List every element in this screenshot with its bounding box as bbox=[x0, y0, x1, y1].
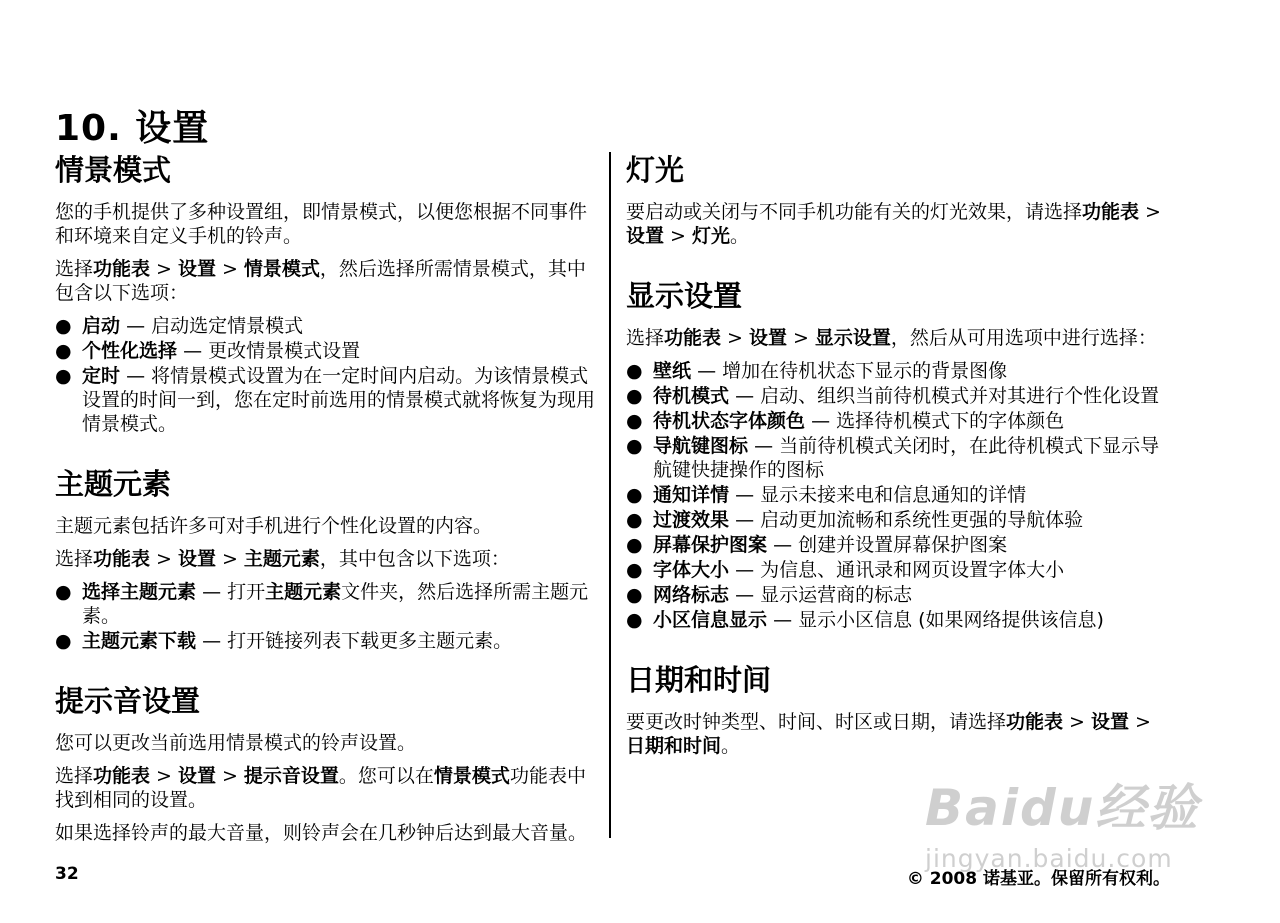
baidu-watermark-logo: Baidu经验 bbox=[925, 779, 1200, 837]
bullet-icon: ● bbox=[626, 410, 643, 432]
bullet-icon: ● bbox=[55, 581, 72, 603]
list-item: ● 选择主题元素 — 打开主题元素文件夹，然后选择所需主题元素。 bbox=[55, 581, 589, 627]
bullet-icon: ● bbox=[55, 630, 72, 652]
list-item: ● 通知详情 — 显示未接来电和信息通知的详情 bbox=[626, 484, 1027, 506]
list-item: ● 小区信息显示 — 显示小区信息 (如果网络提供该信息) bbox=[626, 609, 1104, 631]
page-number: 32 bbox=[55, 864, 79, 884]
option-list bbox=[55, 314, 595, 436]
section-intro: 主题元素包括许多可对手机进行个性化设置的内容。 bbox=[55, 515, 493, 537]
section-note: 如果选择铃声的最大音量，则铃声会在几秒钟后达到最大音量。 bbox=[55, 822, 588, 844]
menu-path: 选择功能表 > 设置 > 显示设置，然后从可用选项中进行选择： bbox=[626, 327, 1157, 349]
bullet-icon: ● bbox=[626, 584, 643, 606]
option-list bbox=[626, 359, 1171, 632]
section-datetime bbox=[626, 660, 1171, 758]
menu-path: 选择功能表 > 设置 > 提示音设置。您可以在情景模式功能表中找到相同的设置。 bbox=[55, 765, 586, 811]
list-item: ● 待机模式 — 启动、组织当前待机模式并对其进行个性化设置 bbox=[626, 385, 1160, 407]
watermark bbox=[925, 768, 1199, 873]
bullet-icon: ● bbox=[55, 365, 72, 387]
list-item: ● 网络标志 — 显示运营商的标志 bbox=[626, 584, 913, 606]
section-heading: 提示音设置 bbox=[55, 684, 201, 718]
section-heading: 灯光 bbox=[626, 153, 685, 187]
bullet-icon: ● bbox=[626, 484, 643, 506]
list-item: ● 定时 — 将情景模式设置为在一定时间内启动。为该情景模式设置的时间一到，您在定时前选用的情景模式就将恢复为现用情景模式。 bbox=[55, 365, 596, 435]
list-item: ● 个性化选择 — 更改情景模式设置 bbox=[55, 340, 361, 362]
right-column bbox=[626, 150, 1171, 767]
bullet-icon: ● bbox=[626, 559, 643, 581]
column-divider bbox=[609, 152, 611, 838]
bullet-icon: ● bbox=[626, 385, 643, 407]
list-item: ● 启动 — 启动选定情景模式 bbox=[55, 315, 304, 337]
section-heading: 显示设置 bbox=[626, 279, 743, 313]
bullet-icon: ● bbox=[626, 435, 643, 457]
bullet-icon: ● bbox=[55, 340, 72, 362]
bullet-icon: ● bbox=[55, 315, 72, 337]
section-tones bbox=[55, 681, 595, 845]
menu-path: 选择功能表 > 设置 > 主题元素，其中包含以下选项： bbox=[55, 548, 510, 570]
section-display bbox=[626, 276, 1171, 632]
page-title: 10. 设置 bbox=[55, 108, 210, 149]
list-item: ● 导航键图标 — 当前待机模式关闭时，在此待机模式下显示导航键快捷操作的图标 bbox=[626, 435, 1160, 481]
bullet-icon: ● bbox=[626, 609, 643, 631]
bullet-icon: ● bbox=[626, 534, 643, 556]
list-item: ● 待机状态字体颜色 — 选择待机模式下的字体颜色 bbox=[626, 410, 1065, 432]
copyright-notice: © 2008 诺基亚。保留所有权利。 bbox=[906, 869, 1170, 889]
section-profiles bbox=[55, 150, 595, 436]
bullet-icon: ● bbox=[626, 509, 643, 531]
list-item: ● 屏幕保护图案 — 创建并设置屏幕保护图案 bbox=[626, 534, 1008, 556]
section-text: 要启动或关闭与不同手机功能有关的灯光效果，请选择功能表 >设置 > 灯光。 bbox=[626, 201, 1161, 247]
list-item: ● 字体大小 — 为信息、通讯录和网页设置字体大小 bbox=[626, 559, 1065, 581]
list-item: ● 过渡效果 — 启动更加流畅和系统性更强的导航体验 bbox=[626, 509, 1084, 531]
section-heading: 情景模式 bbox=[55, 153, 172, 187]
list-item: ● 主题元素下载 — 打开链接列表下载更多主题元素。 bbox=[55, 630, 513, 652]
section-heading: 日期和时间 bbox=[626, 663, 772, 697]
section-text: 要更改时钟类型、时间、时区或日期，请选择功能表 > 设置 >日期和时间。 bbox=[626, 711, 1151, 757]
watermark-url: jingyan.baidu.com bbox=[925, 844, 1173, 873]
section-themes bbox=[55, 464, 595, 653]
section-heading: 主题元素 bbox=[55, 467, 172, 501]
left-column bbox=[55, 150, 595, 854]
option-list bbox=[55, 580, 595, 653]
section-intro: 您的手机提供了多种设置组，即情景模式，以便您根据不同事件和环境来自定义手机的铃声。 bbox=[55, 201, 588, 247]
bullet-icon: ● bbox=[626, 360, 643, 382]
list-item: ● 壁纸 — 增加在待机状态下显示的背景图像 bbox=[626, 360, 1008, 382]
section-lights bbox=[626, 150, 1171, 248]
section-intro: 您可以更改当前选用情景模式的铃声设置。 bbox=[55, 732, 417, 754]
menu-path: 选择功能表 > 设置 > 情景模式，然后选择所需情景模式，其中包含以下选项： bbox=[55, 258, 586, 304]
